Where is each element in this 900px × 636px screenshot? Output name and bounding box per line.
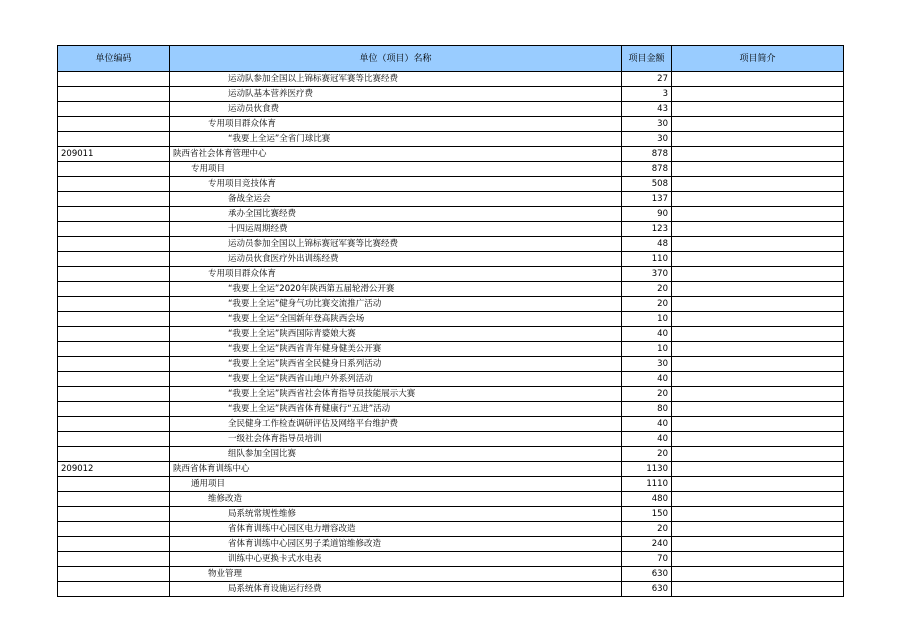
intro-cell — [672, 327, 844, 342]
intro-cell — [672, 282, 844, 297]
project-name-cell: “我要上全运”陕西省山地户外系列活动 — [170, 372, 622, 387]
unit-code-cell — [58, 222, 170, 237]
table-row — [58, 327, 844, 342]
table-row — [58, 267, 844, 282]
amount-cell: 10 — [622, 342, 672, 357]
table-row — [58, 522, 844, 537]
amount-cell: 70 — [622, 552, 672, 567]
intro-cell — [672, 177, 844, 192]
intro-cell — [672, 297, 844, 312]
amount-cell: 30 — [622, 132, 672, 147]
unit-code-cell — [58, 567, 170, 582]
unit-code-cell — [58, 357, 170, 372]
intro-cell — [672, 147, 844, 162]
intro-cell — [672, 117, 844, 132]
project-name-cell: 专用项目 — [170, 162, 622, 177]
unit-code-cell — [58, 117, 170, 132]
intro-cell — [672, 87, 844, 102]
project-name-cell: 省体育训练中心园区电力增容改造 — [170, 522, 622, 537]
project-name-cell: 局系统体育设施运行经费 — [170, 582, 622, 597]
project-name-cell: 训练中心更换卡式水电表 — [170, 552, 622, 567]
project-name-cell: 专用项目群众体育 — [170, 267, 622, 282]
unit-code-cell — [58, 297, 170, 312]
project-name-cell: “我要上全运”全国新年登高陕西会场 — [170, 312, 622, 327]
intro-cell — [672, 102, 844, 117]
table-row — [58, 222, 844, 237]
header-name: 单位（项目）名称 — [170, 46, 622, 72]
project-name-cell: 组队参加全国比赛 — [170, 447, 622, 462]
unit-code-cell — [58, 87, 170, 102]
project-name-cell: 省体育训练中心园区男子柔道馆维修改造 — [170, 537, 622, 552]
table-row — [58, 372, 844, 387]
table-row — [58, 312, 844, 327]
intro-cell — [672, 222, 844, 237]
project-name-cell: 运动员伙食费 — [170, 102, 622, 117]
unit-code-cell — [58, 132, 170, 147]
table-row — [58, 117, 844, 132]
unit-code-cell — [58, 507, 170, 522]
intro-cell — [672, 552, 844, 567]
project-name-cell: 备战全运会 — [170, 192, 622, 207]
amount-cell: 630 — [622, 567, 672, 582]
table-row — [58, 387, 844, 402]
project-name-cell: 专用项目群众体育 — [170, 117, 622, 132]
project-name-cell: “我要上全运”陕西省社会体育指导员技能展示大赛 — [170, 387, 622, 402]
amount-cell: 150 — [622, 507, 672, 522]
intro-cell — [672, 312, 844, 327]
intro-cell — [672, 372, 844, 387]
unit-code-cell — [58, 552, 170, 567]
header-row — [58, 46, 844, 72]
amount-cell: 90 — [622, 207, 672, 222]
unit-code-cell — [58, 537, 170, 552]
intro-cell — [672, 522, 844, 537]
unit-code-cell — [58, 432, 170, 447]
intro-cell — [672, 477, 844, 492]
project-name-cell: “我要上全运”陕西省青年健身健美公开赛 — [170, 342, 622, 357]
project-name-cell: “我要上全运”陕西省全民健身日系列活动 — [170, 357, 622, 372]
unit-code-cell — [58, 522, 170, 537]
unit-code-cell — [58, 447, 170, 462]
amount-cell: 20 — [622, 387, 672, 402]
amount-cell: 1130 — [622, 462, 672, 477]
project-name-cell: 陕西省社会体育管理中心 — [170, 147, 622, 162]
unit-code-cell: 209011 — [58, 147, 170, 162]
project-name-cell: 运动队基本营养医疗费 — [170, 87, 622, 102]
table-row — [58, 507, 844, 522]
intro-cell — [672, 447, 844, 462]
unit-code-cell — [58, 417, 170, 432]
intro-cell — [672, 432, 844, 447]
project-name-cell: 运动员伙食医疗外出训练经费 — [170, 252, 622, 267]
intro-cell — [672, 357, 844, 372]
project-name-cell: “我要上全运”健身气功比赛交流推广活动 — [170, 297, 622, 312]
intro-cell — [672, 417, 844, 432]
unit-code-cell — [58, 327, 170, 342]
unit-code-cell — [58, 312, 170, 327]
amount-cell: 123 — [622, 222, 672, 237]
intro-cell — [672, 507, 844, 522]
table-row — [58, 252, 844, 267]
amount-cell: 43 — [622, 102, 672, 117]
project-name-cell: 运动员参加全国以上锦标赛冠军赛等比赛经费 — [170, 237, 622, 252]
table-row — [58, 102, 844, 117]
amount-cell: 1110 — [622, 477, 672, 492]
header-code: 单位编码 — [58, 46, 170, 72]
amount-cell: 20 — [622, 297, 672, 312]
table-row — [58, 132, 844, 147]
table-row — [58, 87, 844, 102]
table-row — [58, 177, 844, 192]
amount-cell: 40 — [622, 417, 672, 432]
table-row — [58, 567, 844, 582]
unit-code-cell — [58, 372, 170, 387]
table-row — [58, 537, 844, 552]
intro-cell — [672, 462, 844, 477]
amount-cell: 370 — [622, 267, 672, 282]
table-row — [58, 417, 844, 432]
project-name-cell: 全民健身工作检查调研评估及网络平台维护费 — [170, 417, 622, 432]
unit-code-cell — [58, 252, 170, 267]
header-intro: 项目简介 — [672, 46, 844, 72]
amount-cell: 630 — [622, 582, 672, 597]
budget-table — [57, 45, 844, 597]
amount-cell: 3 — [622, 87, 672, 102]
project-name-cell: 专用项目竞技体育 — [170, 177, 622, 192]
amount-cell: 110 — [622, 252, 672, 267]
project-name-cell: “我要上全运”陕西省体育健康行“五进”活动 — [170, 402, 622, 417]
amount-cell: 40 — [622, 327, 672, 342]
header-amount: 项目金额 — [622, 46, 672, 72]
unit-code-cell — [58, 72, 170, 87]
table-row — [58, 432, 844, 447]
project-name-cell: 十四运周期经费 — [170, 222, 622, 237]
unit-code-cell — [58, 492, 170, 507]
table-row — [58, 492, 844, 507]
amount-cell: 20 — [622, 282, 672, 297]
project-name-cell: “我要上全运”2020年陕西第五届轮滑公开赛 — [170, 282, 622, 297]
intro-cell — [672, 267, 844, 282]
intro-cell — [672, 402, 844, 417]
unit-code-cell — [58, 237, 170, 252]
amount-cell: 10 — [622, 312, 672, 327]
intro-cell — [672, 387, 844, 402]
table-row — [58, 207, 844, 222]
amount-cell: 40 — [622, 372, 672, 387]
amount-cell: 20 — [622, 522, 672, 537]
table-row — [58, 357, 844, 372]
table-row — [58, 297, 844, 312]
amount-cell: 137 — [622, 192, 672, 207]
table-row — [58, 447, 844, 462]
amount-cell: 480 — [622, 492, 672, 507]
intro-cell — [672, 582, 844, 597]
unit-code-cell — [58, 582, 170, 597]
unit-code-cell — [58, 207, 170, 222]
project-name-cell: 通用项目 — [170, 477, 622, 492]
unit-code-cell — [58, 477, 170, 492]
intro-cell — [672, 237, 844, 252]
unit-code-cell — [58, 162, 170, 177]
table-row — [58, 162, 844, 177]
unit-code-cell — [58, 102, 170, 117]
table-row — [58, 72, 844, 87]
table-row — [58, 477, 844, 492]
intro-cell — [672, 492, 844, 507]
unit-code-cell: 209012 — [58, 462, 170, 477]
amount-cell: 240 — [622, 537, 672, 552]
amount-cell: 30 — [622, 357, 672, 372]
project-name-cell: 运动队参加全国以上锦标赛冠军赛等比赛经费 — [170, 72, 622, 87]
table-row — [58, 147, 844, 162]
project-name-cell: 承办全国比赛经费 — [170, 207, 622, 222]
project-name-cell: 陕西省体育训练中心 — [170, 462, 622, 477]
unit-code-cell — [58, 342, 170, 357]
intro-cell — [672, 567, 844, 582]
project-name-cell: “我要上全运”全省门球比赛 — [170, 132, 622, 147]
table-row — [58, 402, 844, 417]
intro-cell — [672, 72, 844, 87]
amount-cell: 878 — [622, 147, 672, 162]
amount-cell: 27 — [622, 72, 672, 87]
project-name-cell: 维修改造 — [170, 492, 622, 507]
amount-cell: 20 — [622, 447, 672, 462]
unit-code-cell — [58, 267, 170, 282]
amount-cell: 80 — [622, 402, 672, 417]
unit-code-cell — [58, 177, 170, 192]
table-row — [58, 552, 844, 567]
project-name-cell: 物业管理 — [170, 567, 622, 582]
intro-cell — [672, 162, 844, 177]
intro-cell — [672, 207, 844, 222]
project-name-cell: 一级社会体育指导员培训 — [170, 432, 622, 447]
intro-cell — [672, 132, 844, 147]
amount-cell: 508 — [622, 177, 672, 192]
table-row — [58, 192, 844, 207]
table-row — [58, 342, 844, 357]
table-row — [58, 282, 844, 297]
amount-cell: 40 — [622, 432, 672, 447]
project-name-cell: “我要上全运”陕西国际青婆娘大赛 — [170, 327, 622, 342]
project-name-cell: 局系统常规性维修 — [170, 507, 622, 522]
unit-code-cell — [58, 192, 170, 207]
amount-cell: 878 — [622, 162, 672, 177]
intro-cell — [672, 192, 844, 207]
table-row — [58, 462, 844, 477]
unit-code-cell — [58, 387, 170, 402]
amount-cell: 48 — [622, 237, 672, 252]
unit-code-cell — [58, 282, 170, 297]
table-row — [58, 237, 844, 252]
intro-cell — [672, 537, 844, 552]
unit-code-cell — [58, 402, 170, 417]
intro-cell — [672, 252, 844, 267]
amount-cell: 30 — [622, 117, 672, 132]
table-row — [58, 582, 844, 597]
intro-cell — [672, 342, 844, 357]
